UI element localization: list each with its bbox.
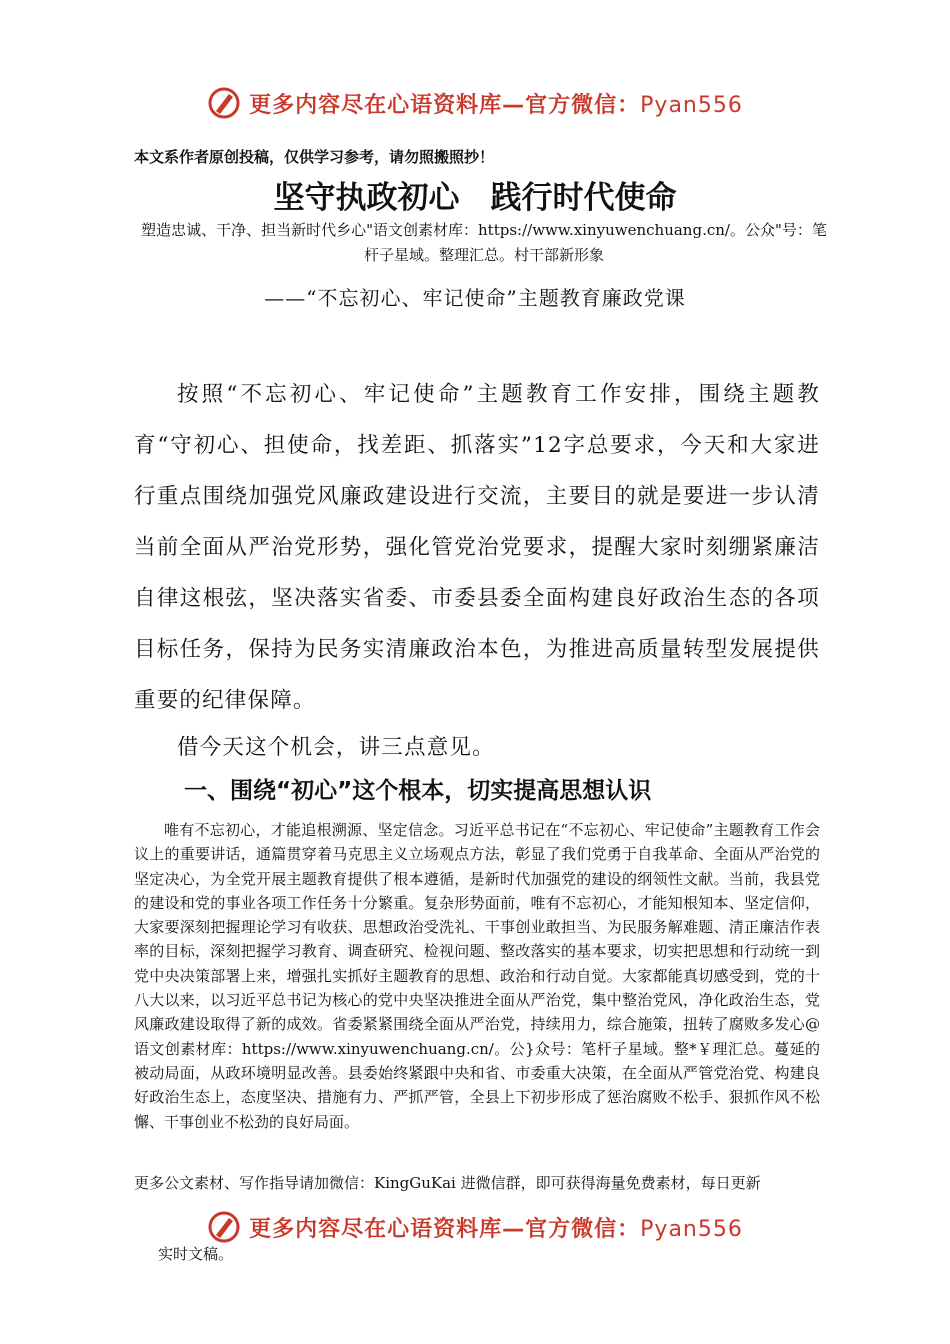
copyright-notice: 本文系作者原创投稿，仅供学习参考，请勿照搬照抄！ [134,148,495,166]
pen-logo-icon [207,86,241,120]
watermark-contact: Pyan556 [640,1216,743,1242]
watermark-text: 更多内容尽在心语资料库—官方微信：Pyan556 [249,1216,743,1242]
watermark-banner-top [0,80,950,126]
document-subtitle: ——“不忘初心、牢记使命”主题教育廉政党课 [264,286,686,310]
footer-note: 更多公文素材、写作指导请加微信：KingGuKai 进微信群，即可获得海量免费素材，每日更新 [134,1174,761,1192]
watermark-text: 更多内容尽在心语资料库—官方微信：Pyan556 [249,92,743,118]
intro-paragraph: 按照“不忘初心、牢记使命”主题教育工作安排，围绕主题教育“守初心、担使命，找差距、抓落实”12字总要求，今天和大家进行重点围绕加强党风廉政建设进行交流，主要目的就是要进一步认清当前全面从严治党形势，强化管党治党要求，提醒大家时刻绷紧廉洁自律这根弦，坚决落实省委、市委县委全面构建良好政治生态的各项目标任务，保持为民务实清廉政治本色，为推进高质量转型发展提供重要的纪律保障。 [134,382,820,713]
three-points-paragraph: 借今天这个机会，讲三点意见。 [177,735,495,760]
watermark-contact: Pyan556 [640,92,743,118]
document-title: 坚守执政初心 践行时代使命 [273,180,677,216]
section-heading-1: 一、围绕“初心”这个根本，切实提高思想认识 [184,778,652,804]
source-line: 塑造忠诚、干净、担当新时代乡心"语文创素材库：https://www.xinyuwenchuang.cn/。公众"号：笔杆子星域。整理汇总。村干部新形象 [141,221,827,264]
pen-logo-icon [207,1210,241,1244]
section-1-body: 唯有不忘初心，才能追根溯源、坚定信念。习近平总书记在“不忘初心、牢记使命”主题教育工作会议上的重要讲话，通篇贯穿着马克思主义立场观点方法，彰显了我们党勇于自我革命、全面从严治党的坚定决心，为全党开展主题教育提供了根本遵循，是新时代加强党的建设的纲领性文献。当前，我县党的建设和党的事业各项工作任务十分繁重。复杂形势面前，唯有不忘初心，才能知根知本、坚定信仰，大家要深刻把握理论学习有收获、思想政治受洗礼、干事创业敢担当、为民服务解难题、清正廉洁作表率的目标，深刻把握学习教育、调查研究、检视问题、整改落实的基本要求，切实把思想和行动统一到党中央决策部署上来，增强扎实抓好主题教育的思想、政治和行动自觉。大家都能真切感受到，党的十八大以来，以习近平总书记为核心的党中央坚决推进全面从严治党，集中整治党风，净化政治生态，党风廉政建设取得了新的成效。省委紧紧围绕全面从严治党，持续用力，综合施策，扭转了腐败多发心@语文创素材库：https://www.xinyuwenchuang.cn/。公}众号：笔杆子星域。整*￥理汇总。蔓延的被动局面，从政环境明显改善。县委始终紧跟中央和省、市委重大决策，在全面从严管党治党、构建良好政治生态上，态度坚决、措施有力、严抓严管，全县上下初步形成了惩治腐败不松手、狠抓作风不松懈、干事创业不松劲的良好局面。 [134,821,820,1131]
footer-tail: 实时文稿。 [158,1245,234,1263]
